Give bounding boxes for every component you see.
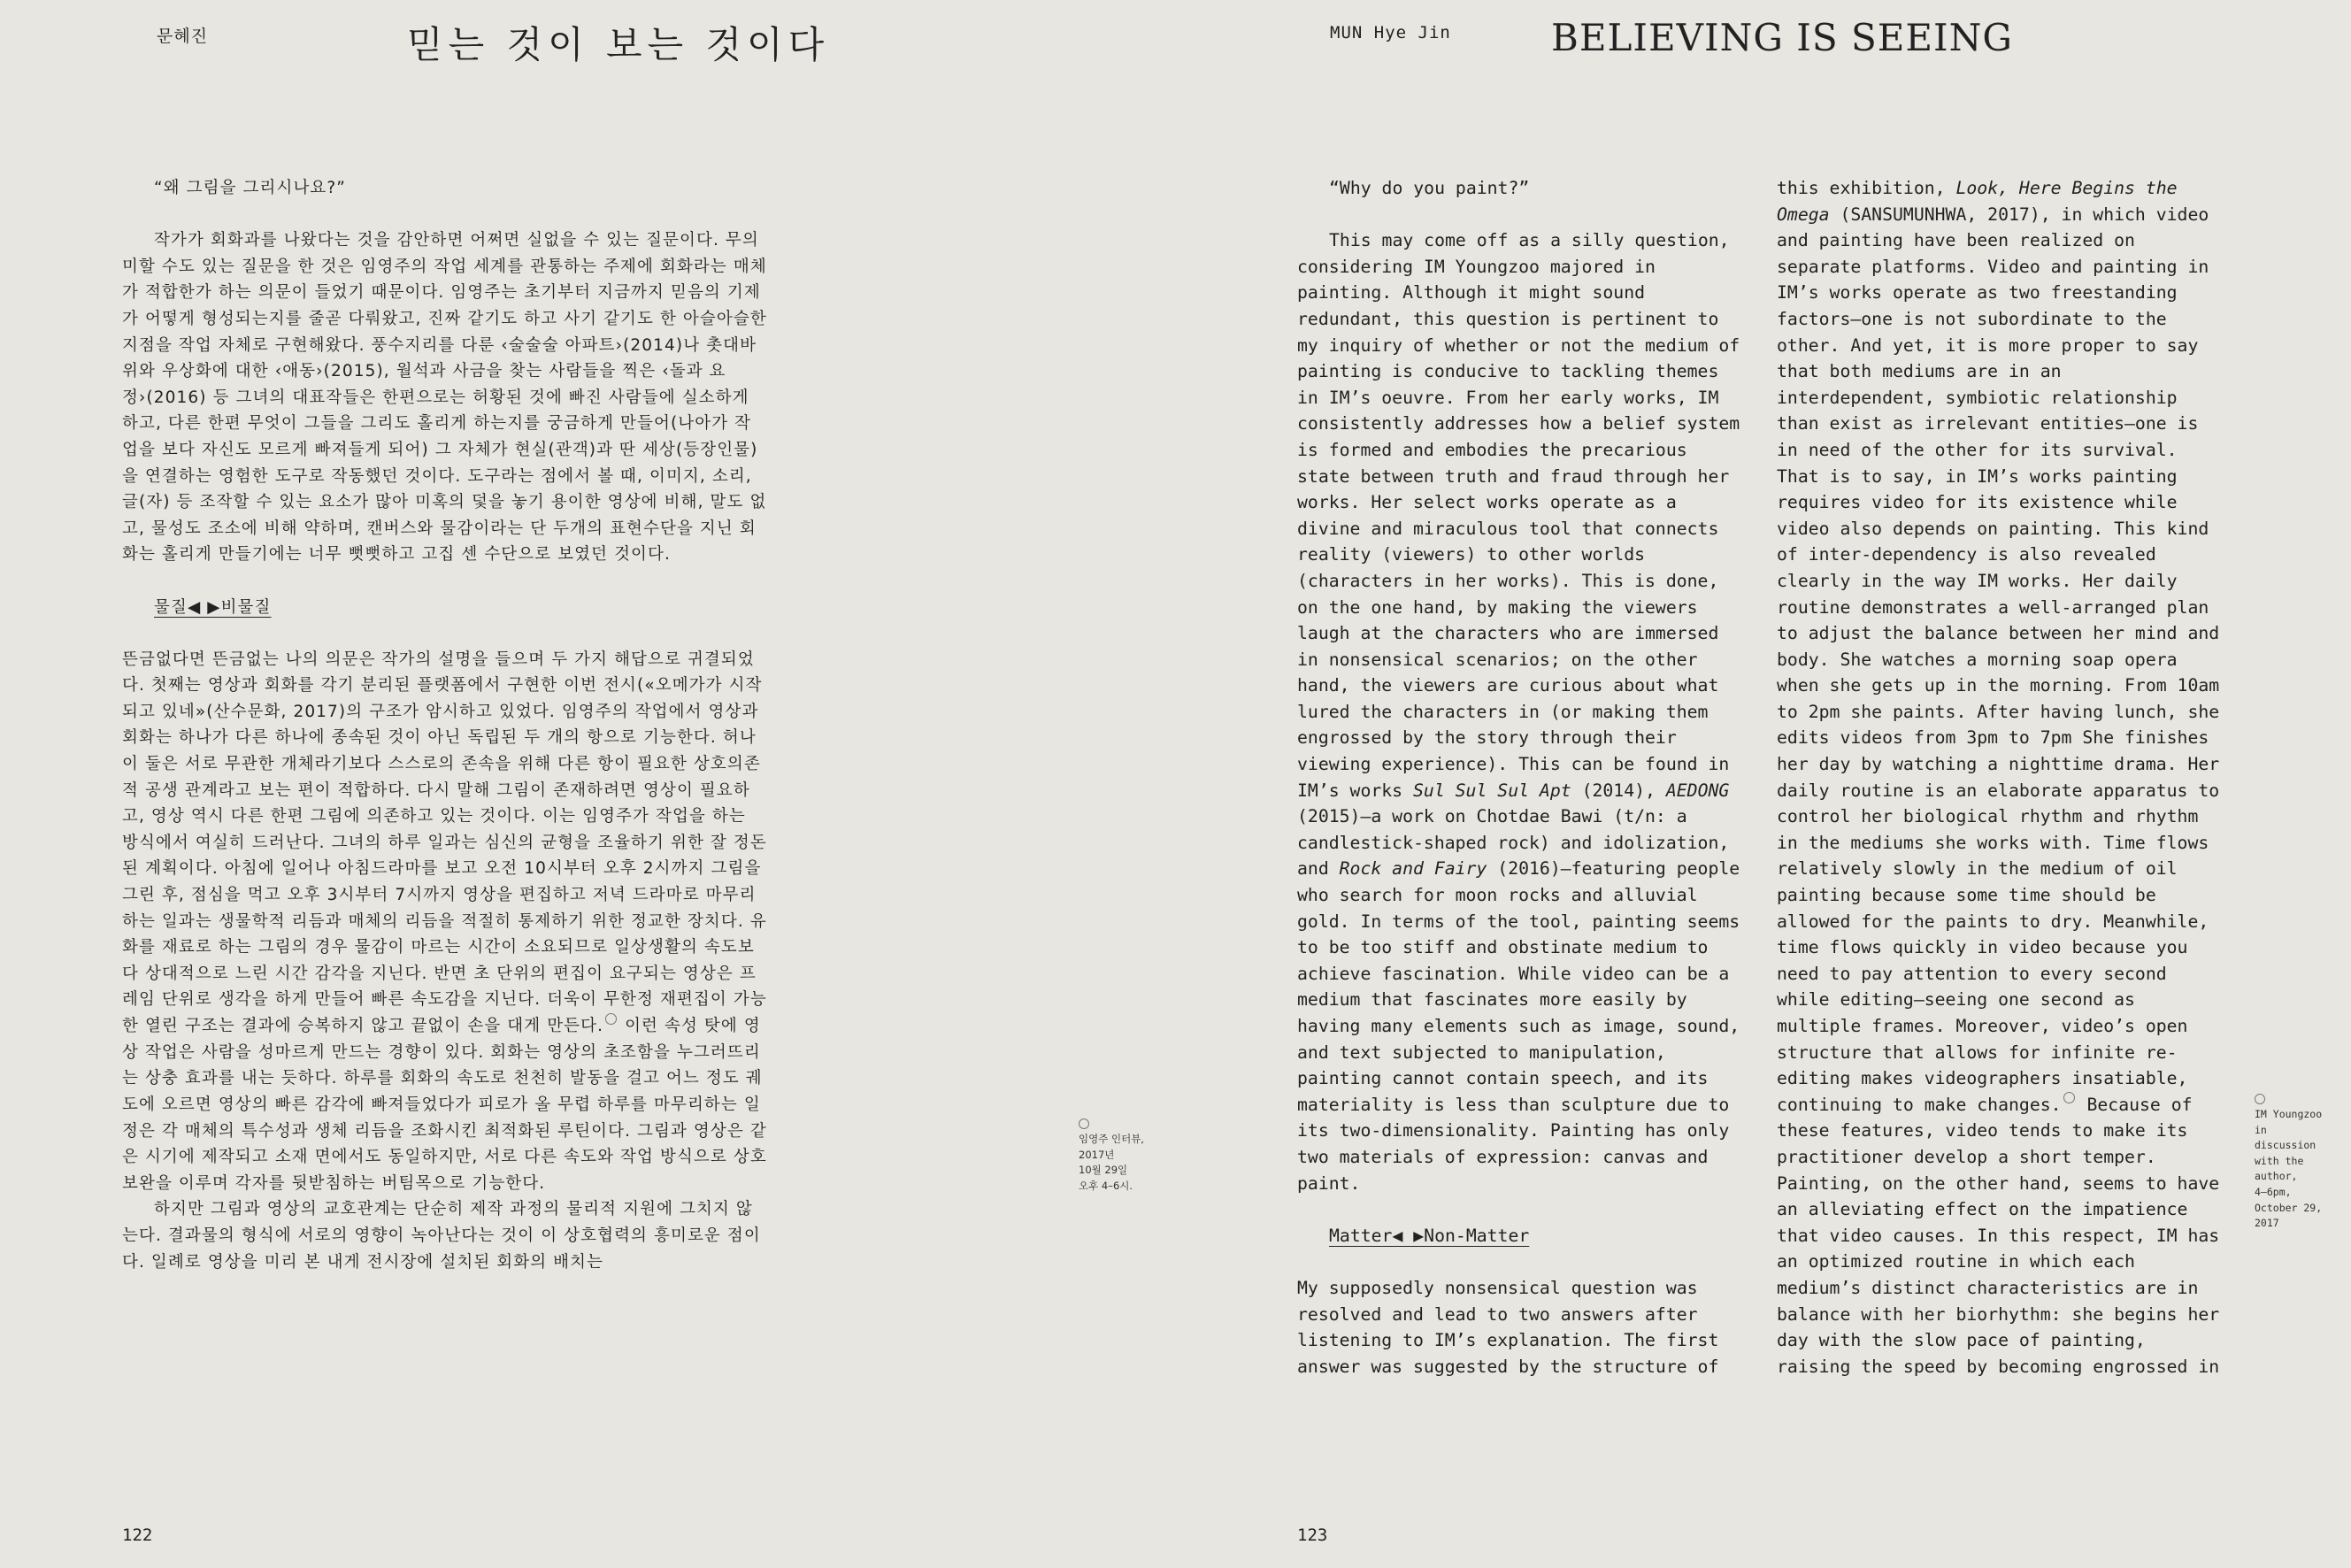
right-question: “Why do you paint?”: [1329, 178, 1530, 198]
left-title: 믿는 것이 보는 것이다: [407, 23, 830, 66]
right-author: MUN Hye Jin: [1330, 23, 1451, 42]
left-body: [122, 175, 768, 1275]
left-subhead: 물질◀ ▶비물질: [154, 597, 272, 617]
left-paragraph-3: 하지만 그림과 영상의 교호관계는 단순히 제작 과정의 물리적 지원에 그치지 않는다. 결과물의 형식에 서로의 영향이 녹아난다는 것이 이 상호협력의 흥미로운 점이다. 일례로 영상을 미리 본 내게 전시장에 설치된 회화의 배치는: [122, 1200, 761, 1272]
right-paragraph-1: This may come off as a silly question, considering IM Youngzoo majored in painting. Although it might sound redundant, this question is pertinent to my inquiry of whether or not the medium of painting is conducive to tackling themes in IM’s oeuvre. From her early works, IM consistently addresses how a belief system is formed and embodies the precarious state between truth and fraud through her works. Her select works operate as a divine and miraculous tool that connects reality (viewers) to other worlds (characters in her works). This is done, on the one hand, by making the viewers laugh at the characters who are immersed in nonsensical scenarios; on the other hand, the viewers are curious about what lured the characters in (or making them engrossed by the story through their viewing experience). This can be found in IM’s works Sul Sul Sul Apt (2014), AEDONG (2015)—a work on Chotdae Bawi (t/n: a candlestick-shaped rock) and idolization, and Rock and Fairy (2016)—featuring people who search for moon rocks and alluvial gold. In terms of the tool, painting seems to be too stiff and obstinate medium to achieve fascination. While video can be a medium that fascinates more easily by having many elements such as image, sound, and text subjected to manipulation, painting cannot contain speech, and its materiality is less than sculpture due to its two-dimensionality. Painting has only two materials of expression: canvas and paint.: [1297, 230, 1740, 1194]
sidenote-circle-icon: [1079, 1118, 1089, 1129]
work-title: Rock and Fairy: [1339, 858, 1487, 880]
work-title: Sul Sul Sul Apt: [1413, 780, 1571, 801]
right-page-number: 123: [1297, 1526, 1328, 1545]
right-title: BELIEVING IS SEEING: [1551, 16, 2013, 59]
right-page: [1175, 0, 2351, 1568]
left-sidenote: 임영주 인터뷰, 2017년 10월 29일 오후 4–6시.: [1079, 1118, 1158, 1194]
left-paragraph-2a: 뜬금없다면 뜬금없는 나의 의문은 작가의 설명을 들으며 두 가지 해답으로 귀결되었다. 첫째는 영상과 회화를 각기 분리된 플랫폼에서 구현한 이번 전시(«오메가가 시작되고 있네»(산수문화, 2017)의 구조가 암시하고 있었다. 임영주의 작업에서 영상과 회화는 하나가 다른 하나에 종속된 것이 아닌 독립된 두 개의 항으로 기능한다. 허나 이 둘은 서로 무관한 개체라기보다 스스로의 존속을 위해 다른 항이 필요한 상호의존적 공생 관계라고 보는 편이 적합하다. 다시 말해 그림이 존재하려면 영상이 필요하고, 영상 역시 다른 한편 그림에 의존하고 있는 것이다. 이는 임영주가 작업을 하는 방식에서 여실히 드러난다. 그녀의 하루 일과는 심신의 균형을 조율하기 위한 잘 정돈된 계획이다. 아침에 일어나 아침드라마를 보고 오전 10시부터 오후 2시까지 그림을 그린 후, 점심을 먹고 오후 3시부터 7시까지 영상을 편집하고 저녁 드라마로 마무리하는 일과는 생물학적 리듬과 매체의 리듬을 적절히 통제하기 위한 정교한 장치다. 유화를 재료로 하는 그림의 경우 물감이 마르는 시간이 소요되므로 일상생활의 속도보다 상대적으로 느린 시간 감각을 지닌다. 반면 초 단위의 편집이 요구되는 영상은 프레임 단위로 생각을 하게 만들어 빠른 속도감을 지닌다. 더욱이 무한정 재편집이 가능한 열린 구조는 결과에 승복하지 않고 끝없이 손을 대게 만든다.: [122, 649, 767, 1036]
left-page-number: 122: [122, 1526, 153, 1545]
right-column-2: [1777, 175, 2228, 1380]
right-paragraph-3: this exhibition, Look, Here Begins the Omega (SANSUMUNHWA, 2017), in which video and painting have been realized on separate platforms. Video and painting in IM’s works operate as two freestanding factors—one is not subordinate to the other. And yet, it is more proper to say that both mediums are in an interdependent, symbiotic relationship than exist as irrelevant entities—one is in need of the other for its survival. That is to say, in IM’s works painting requires video for its existence while video also depends on painting. This kind of inter-dependency is also revealed clearly in the way IM works. Her daily routine demonstrates a well-arranged plan to adjust the balance between her mind and body. She watches a morning soap opera when she gets up in the morning. From 10am to 2pm she paints. After having lunch, she edits videos from 3pm to 7pm She finishes her day by watching a nighttime drama. Her daily routine is an elaborate apparatus to control her biological rhythm and rhythm in the mediums she works with. Time flows relatively slowly in the medium of oil painting because some time should be allowed for the paints to dry. Meanwhile, time flows quickly in video because you need to pay attention to every second while editing—seeing one second as multiple frames. Moreover, video’s open structure that allows for infinite re-editing makes videographers insatiable, continuing to make changes. Because of these features, video tends to make its practitioner develop a short temper. Painting, on the other hand, seems to have an alleviating effect on the impatience that video causes. In this respect, IM has an optimized routine in which each medium’s distinct characteristics are in balance with her biorhythm: she begins her day with the slow pace of painting, raising the speed by becoming engrossed in: [1777, 178, 2220, 1377]
right-column-1: [1297, 175, 1748, 1380]
left-question: “왜 그림을 그리시나요?”: [154, 179, 346, 197]
footnote-marker-icon: [2063, 1092, 2075, 1103]
right-subhead: Matter◀ ▶Non-Matter: [1329, 1225, 1530, 1246]
left-paragraph-2b: 이런 속성 탓에 영상 작업은 사람을 성마르게 만드는 경향이 있다. 회화는 영상의 초조함을 누그러뜨리는 상충 효과를 내는 듯하다. 하루를 회화의 속도로 천천히 발동을 걸고 어느 정도 궤도에 오르면 영상의 빠른 감각에 빠져들었다가 피로가 올 무렵 하루를 마무리하는 일정은 각 매체의 특수성과 생체 리듬을 조화시킨 최적화된 루틴이다. 그림과 영상은 같은 시기에 제작되고 소재 면에서도 동일하지만, 서로 다른 속도와 작업 방식으로 상호 보완을 이루며 각자를 뒷받침하는 버팀목으로 기능한다.: [122, 1017, 767, 1193]
left-paragraph-2: [122, 647, 768, 1197]
right-sidenote: IM Youngzoo in discussion with the author, 4–6pm, October 29, 2017: [2255, 1094, 2343, 1232]
left-page: [0, 0, 1175, 1568]
exhibition-title: Look, Here Begins the Omega: [1777, 178, 2178, 225]
work-title: AEDONG: [1665, 780, 1730, 801]
sidenote-circle-icon: [2255, 1094, 2265, 1104]
left-author: 문혜진: [157, 27, 209, 46]
footnote-marker-icon: [605, 1013, 617, 1025]
right-paragraph-2: My supposedly nonsensical question was resolved and lead to two answers after listening to IM’s explanation. The first answer was suggested by the structure of: [1297, 1277, 1719, 1377]
left-paragraph-1: 작가가 회화과를 나왔다는 것을 감안하면 어쩌면 실없을 수 있는 질문이다. 무의미할 수도 있는 질문을 한 것은 임영주의 작업 세계를 관통하는 주제에 회화라는 매체가 적합한가 하는 의문이 들었기 때문이다. 임영주는 초기부터 지금까지 믿음의 기제가 어떻게 형성되는지를 줄곧 다뤄왔고, 진짜 같기도 하고 사기 같기도 한 아슬아슬한 지점을 작업 자체로 구현해왔다. 풍수지리를 다룬 ‹술술술 아파트›(2014)나 촛대바위와 우상화에 대한 ‹애동›(2015), 월석과 사금을 찾는 사람들을 찍은 ‹돌과 요정›(2016) 등 그녀의 대표작들은 한편으로는 허황된 것에 빠진 사람들에 실소하게 하고, 다른 한편 무엇이 그들을 그리도 홀리게 하는지를 궁금하게 만들어(나아가 작업을 보다 자신도 모르게 빠져들게 되어) 그 자체가 현실(관객)과 딴 세상(등장인물)을 연결하는 영험한 도구로 작동했던 것이다. 도구라는 점에서 볼 때, 이미지, 소리, 글(자) 등 조작할 수 있는 요소가 많아 미혹의 덫을 놓기 용이한 영상에 비해, 말도 없고, 물성도 조소에 비해 약하며, 캔버스와 물감이라는 단 두개의 표현수단을 지닌 회화는 홀리게 만들기에는 너무 뻣뻣하고 고집 센 수단으로 보였던 것이다.: [122, 231, 767, 565]
